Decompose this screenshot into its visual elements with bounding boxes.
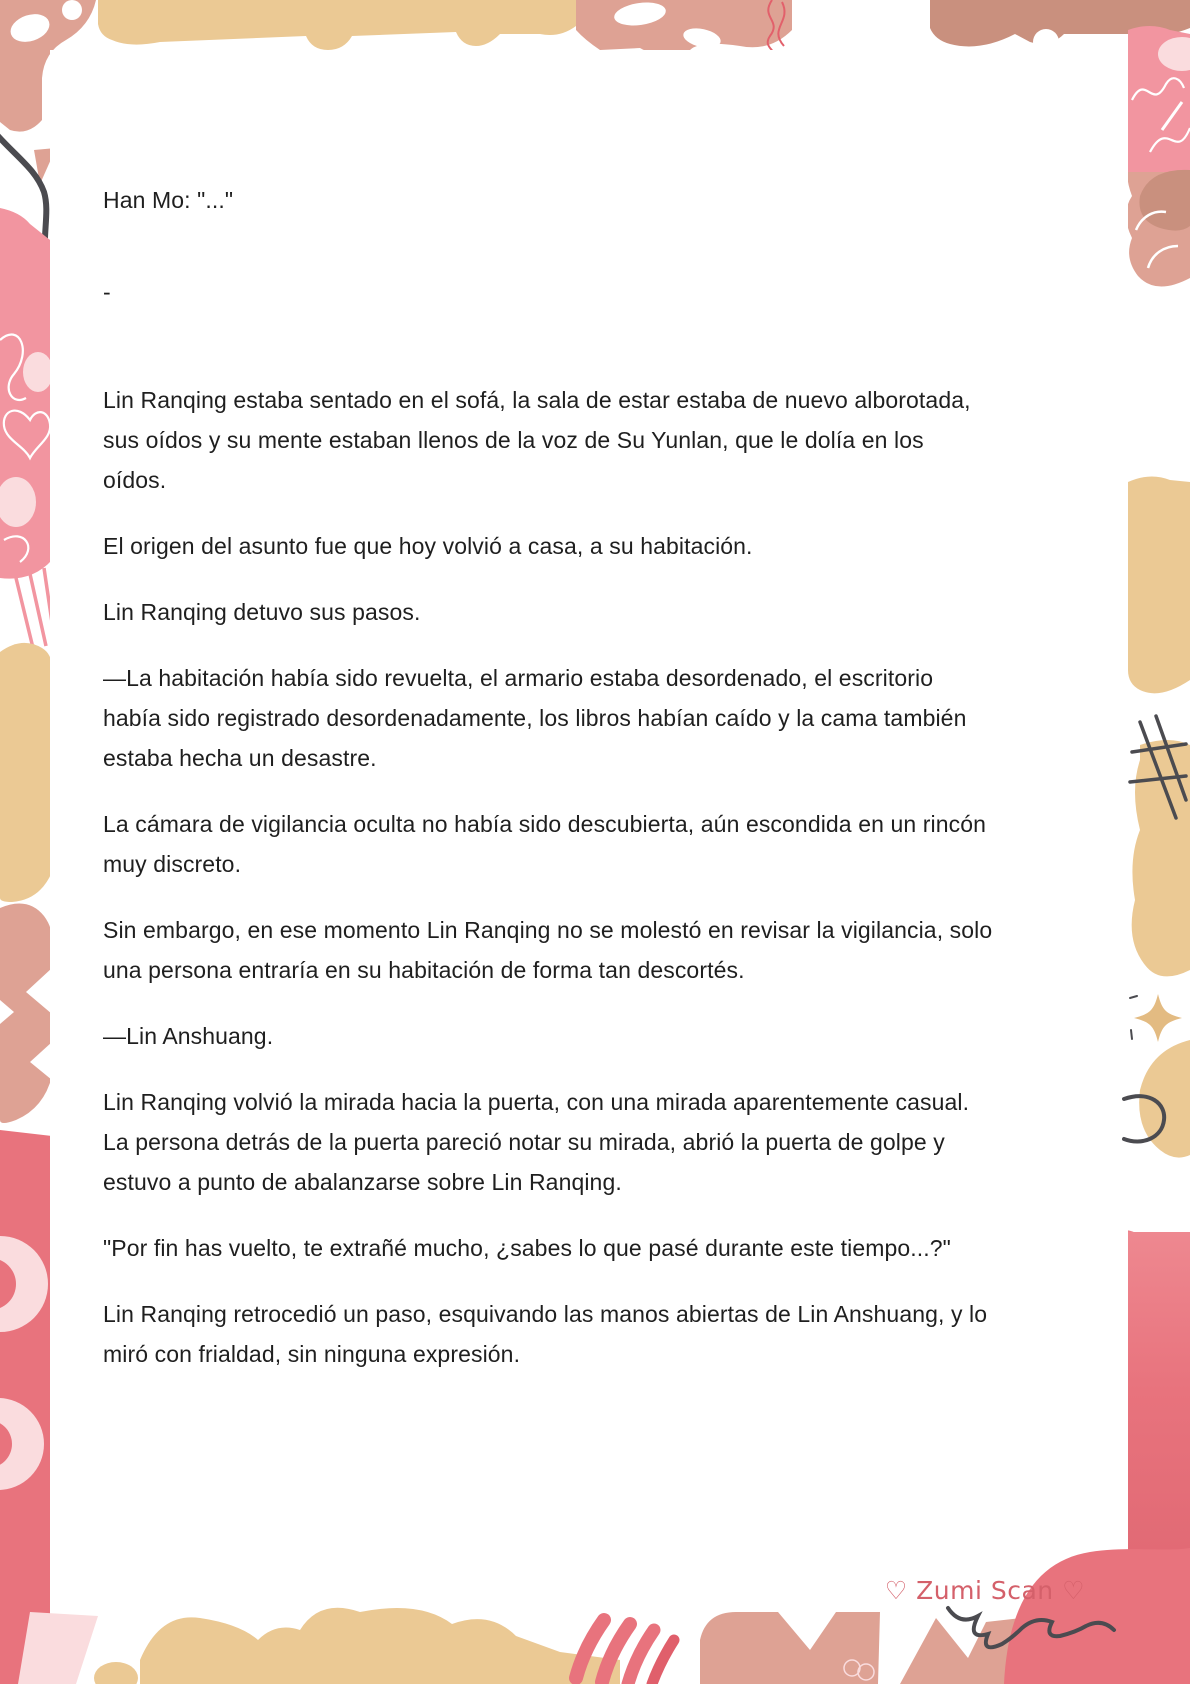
paragraph-separator: - — [103, 279, 111, 305]
border-bottom-left-lightpink-trapezoid — [18, 1612, 98, 1684]
paragraph: Sin embargo, en ese momento Lin Ranqing no se molestó en revisar la vigilancia, solo una persona entraría en su habitación de forma tan descortés. — [103, 917, 993, 983]
paragraph: La cámara de vigilancia oculta no había sido descubierta, aún escondida en un rincón muy discreto. — [103, 811, 986, 877]
border-right-salmon-blobs — [1126, 170, 1190, 287]
border-right-pink-script-block — [1128, 26, 1190, 172]
paragraph: El origen del asunto fue que hoy volvió a casa, a su habitación. — [103, 533, 753, 559]
paragraph: Lin Ranqing estaba sentado en el sofá, la sala de estar estaba de nuevo alborotada, sus oídos y su mente estaban llenos de la voz de Su Yunlan, que le dolía en los oídos. — [103, 387, 971, 493]
sparkle-icon — [1134, 994, 1182, 1042]
border-top-tan-scalloped-block — [98, 0, 576, 50]
border-right-tan-block — [1128, 476, 1190, 693]
border-left-tan-block — [0, 643, 52, 902]
story-text — [103, 50, 993, 1374]
paragraph: "Por fin has vuelto, te extrañé mucho, ¿sabes lo que pasé durante este tiempo...?" — [103, 1235, 951, 1261]
paragraph: Lin Ranqing retrocedió un paso, esquivando las manos abiertas de Lin Anshuang, y lo miró con frialdad, sin ninguna expresión. — [103, 1301, 988, 1367]
paragraph: Lin Ranqing detuvo sus pasos. — [103, 599, 421, 625]
paragraph: Lin Ranqing volvió la mirada hacia la puerta, con una mirada aparentemente casual. La persona detrás de la puerta pareció notar su mirada, abrió la puerta de golpe y estuvo a punto de abalanzarse sobre Lin Ranqing. — [103, 1089, 970, 1195]
scanlation-credit: ♡ Zumi Scan ♡ — [884, 1576, 1085, 1605]
paragraph: —La habitación había sido revuelta, el armario estaba desordenado, el escritorio había sido registrado desordenadamente, los libros habían caído y la cama también estaba hecha un desastre. — [103, 665, 967, 771]
border-left-coral-block — [0, 1130, 52, 1684]
paragraph: Han Mo: "..." — [103, 187, 234, 213]
paragraph: —Lin Anshuang. — [103, 1023, 274, 1049]
border-left-pink-heart-block — [0, 208, 54, 652]
border-top-salmon-block — [576, 0, 792, 55]
border-left-salmon-flower — [0, 904, 53, 1124]
content-area — [50, 50, 1128, 1620]
